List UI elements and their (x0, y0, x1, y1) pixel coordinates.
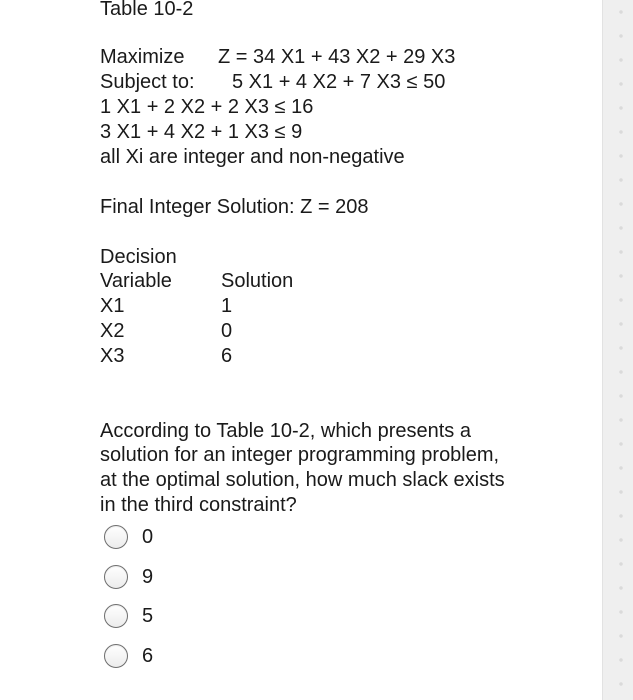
row-x3-variable: X3 (100, 345, 125, 367)
constraint-2: 1 X1 + 2 X2 + 2 X3 ≤ 16 (100, 96, 314, 118)
radio-button[interactable] (104, 565, 128, 589)
final-solution: Final Integer Solution: Z = 208 (100, 196, 369, 218)
answer-option-0[interactable] (104, 524, 153, 550)
radio-button[interactable] (104, 525, 128, 549)
answer-option-label: 5 (142, 605, 154, 627)
row-x1-solution: 1 (221, 295, 233, 317)
answer-option-6[interactable] (104, 643, 153, 669)
question-line-2: solution for an integer programming problem, (100, 444, 500, 466)
row-x1-variable: X1 (100, 295, 125, 317)
objective-label: Maximize (100, 46, 185, 68)
row-x3-solution: 6 (221, 345, 233, 367)
answer-option-5[interactable] (104, 603, 153, 629)
radio-button[interactable] (104, 604, 128, 628)
margin-texture (617, 0, 625, 700)
question-line-3: at the optimal solution, how much slack exists (100, 469, 505, 491)
constraint-1: 5 X1 + 4 X2 + 7 X3 ≤ 50 (232, 71, 446, 93)
answer-option-label: 9 (142, 566, 154, 588)
radio-button[interactable] (104, 644, 128, 668)
subject-to-label: Subject to: (100, 71, 195, 93)
header-decision: Decision (100, 246, 177, 268)
header-solution: Solution (221, 270, 294, 292)
objective-expression: Z = 34 X1 + 43 X2 + 29 X3 (218, 46, 456, 68)
right-margin (602, 0, 633, 700)
row-x2-solution: 0 (221, 320, 233, 342)
answer-option-9[interactable] (104, 564, 153, 590)
question-line-1: According to Table 10-2, which presents a (100, 420, 471, 442)
constraint-3: 3 X1 + 4 X2 + 1 X3 ≤ 9 (100, 121, 303, 143)
non-negativity-note: all Xi are integer and non-negative (100, 146, 405, 168)
question-line-4: in the third constraint? (100, 494, 297, 516)
answer-option-label: 0 (142, 526, 154, 548)
answer-option-label: 6 (142, 645, 154, 667)
header-variable: Variable (100, 270, 172, 292)
row-x2-variable: X2 (100, 320, 125, 342)
table-title: Table 10-2 (100, 0, 194, 20)
